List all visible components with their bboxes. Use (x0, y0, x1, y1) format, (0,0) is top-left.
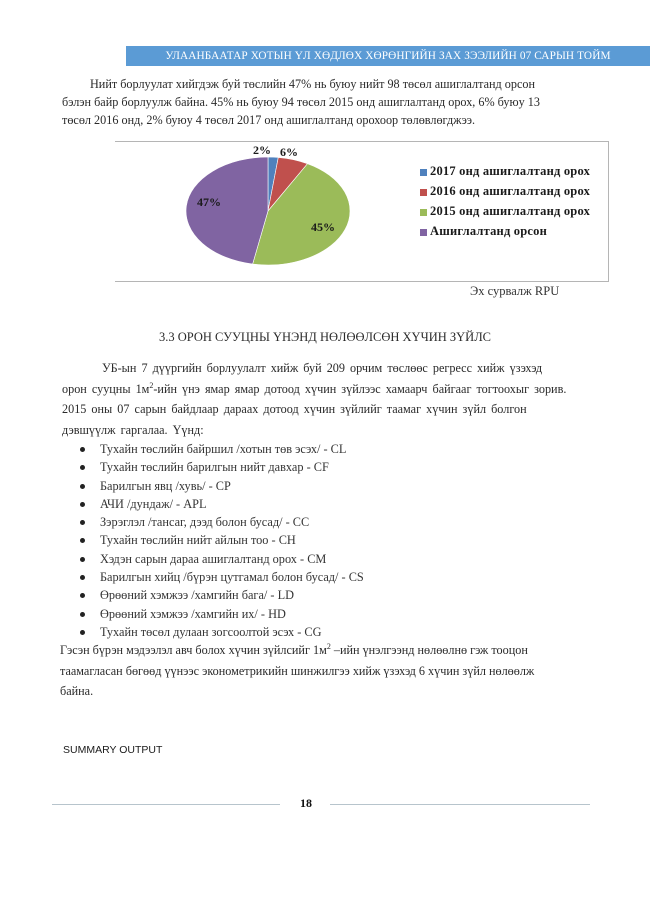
pie-data-label: 6% (280, 145, 298, 159)
factor-text: Тухайн төсөл дулаан зогсоолтой эсэх - CG (100, 624, 322, 639)
factor-text: Зэрэглэл /тансаг, дээд болон бусад/ - CC (100, 515, 310, 530)
legend-swatch-2015 (420, 209, 427, 216)
pie-data-label: 2% (253, 143, 271, 157)
bullet-icon (80, 593, 85, 598)
conclusion-line-1: Гэсэн бүрэн мэдээлэл авч болох хүчин зүйлсийг $1м^2$ –ийн үнэлгээнд нөлөөлнө гэж тооцон (60, 641, 528, 657)
factor-text: Барилгын хийц /бүрэн цутгамал болон бусад/ - CS (100, 570, 364, 585)
factor-list-item (80, 605, 364, 623)
legend-label: Ашиглалтанд орсон (430, 224, 548, 238)
pie-slice (186, 157, 268, 264)
page-number: 18 (300, 796, 312, 810)
factor-text: Тухайн төслийн байршил /хотын төв эсэх/ - CL (100, 442, 347, 456)
pie-data-label: 45% (311, 220, 335, 234)
legend-swatch-in-use (420, 229, 427, 236)
chart-source-note: Эх сурвалж RPU (470, 284, 560, 298)
factor-text: Хэдэн сарын дараа ашиглалтанд орох - CM (100, 551, 327, 566)
bullet-icon (80, 520, 85, 525)
method-line-2: орон сууцны $1м^2$-ийн үнэ ямар ямар дотоод хүчин зүйлээс хамаарч байгааг тогтоохыг зорив. (62, 380, 567, 396)
legend-swatch-2017 (420, 169, 427, 176)
bullet-icon (80, 465, 85, 470)
factor-list-item (80, 495, 364, 513)
method-paragraph (62, 358, 607, 440)
factor-list-item (80, 513, 364, 531)
legend-item (420, 166, 610, 186)
bullet-icon (80, 502, 85, 507)
legend-item (420, 226, 610, 246)
factor-text: Тухайн төслийн барилгын нийт давхар - CF (100, 460, 329, 475)
legend-label: 2016 онд ашиглалтанд орох (430, 184, 591, 198)
factor-list (80, 440, 364, 641)
legend-label: 2017 онд ашиглалтанд орох (430, 164, 591, 178)
conclusion-paragraph (60, 640, 610, 702)
factor-text: Барилгын явц /хувь/ - CP (100, 478, 231, 493)
bullet-icon (80, 612, 85, 617)
bullet-icon (80, 447, 85, 452)
conclusion-line-3: байна. (60, 684, 94, 698)
chart-legend (420, 166, 610, 246)
legend-swatch-2016 (420, 189, 427, 196)
bullet-icon (80, 484, 85, 489)
bullet-icon (80, 630, 85, 635)
footer-divider-right (330, 804, 590, 805)
factor-text: Өрөөний хэмжээ /хамгийн бага/ - LD (100, 588, 294, 603)
intro-line-3: төсөл 2016 онд, 2% буюу 4 төсөл 2017 онд ашиглалтанд орохоор төлөвлөгджээ. (62, 113, 476, 127)
legend-item (420, 206, 610, 226)
legend-label: 2015 онд ашиглалтанд орох (430, 204, 591, 218)
factor-text: Тухайн төслийн нийт айлын тоо - CH (100, 533, 296, 548)
legend-item (420, 186, 610, 206)
factor-list-item (80, 568, 364, 586)
bullet-icon (80, 557, 85, 562)
factor-list-item (80, 550, 364, 568)
pie-chart (0, 0, 650, 300)
factor-list-item (80, 531, 364, 549)
intro-line-1: Нийт борлуулат хийгдэж буй төслийн 47% нь буюу нийт 98 төсөл ашиглалтанд орсон (90, 77, 535, 91)
bullet-icon (80, 575, 85, 580)
document-header-bar: УЛААНБААТАР ХОТЫН ҮЛ ХӨДЛӨХ ХӨРӨНГИЙН ЗАХ ЗЭЭЛИЙН 07 САРЫН ТОЙМ (126, 46, 650, 66)
factor-list-item (80, 458, 364, 476)
factor-list-item (80, 477, 364, 495)
method-line-4: дэвшүүлж гаргалаа. Үүнд: (62, 422, 204, 437)
section-heading: 3.3 ОРОН СУУЦНЫ ҮНЭНД НӨЛӨӨЛСӨН ХҮЧИН ЗҮЙЛС (158, 330, 492, 344)
summary-output-label: SUMMARY OUTPUT (63, 744, 163, 756)
factor-list-item (80, 440, 364, 458)
method-line-3: 2015 оны 07 сарын байдлаар дараах дотоод хүчин зүйлийг таамаг хүчин зүйл болгон (62, 402, 527, 416)
method-line-1: УБ-ын 7 дүүргийн борлуулалт хийж буй 209 орчим төслөөс регресс хийж үзэхэд (102, 361, 543, 375)
conclusion-line-2: таамагласан бөгөөд үүнээс эконометрикийн шинжилгээ хийж үзэхэд 6 хүчин зүйл нөлөөлж (60, 663, 535, 678)
intro-line-2: бэлэн байр борлуулж байна. 45% нь буюу 94 төсөл 2015 онд ашиглалтанд орох, 6% буюу 13 (62, 95, 540, 109)
factor-text: Өрөөний хэмжээ /хамгийн их/ - HD (100, 606, 286, 621)
factor-list-item (80, 586, 364, 604)
factor-text: АЧИ /дундаж/ - APL (100, 496, 207, 511)
pie-data-label: 47% (197, 195, 221, 209)
footer-divider-left (52, 804, 280, 805)
bullet-icon (80, 538, 85, 543)
factor-list-item (80, 623, 364, 641)
